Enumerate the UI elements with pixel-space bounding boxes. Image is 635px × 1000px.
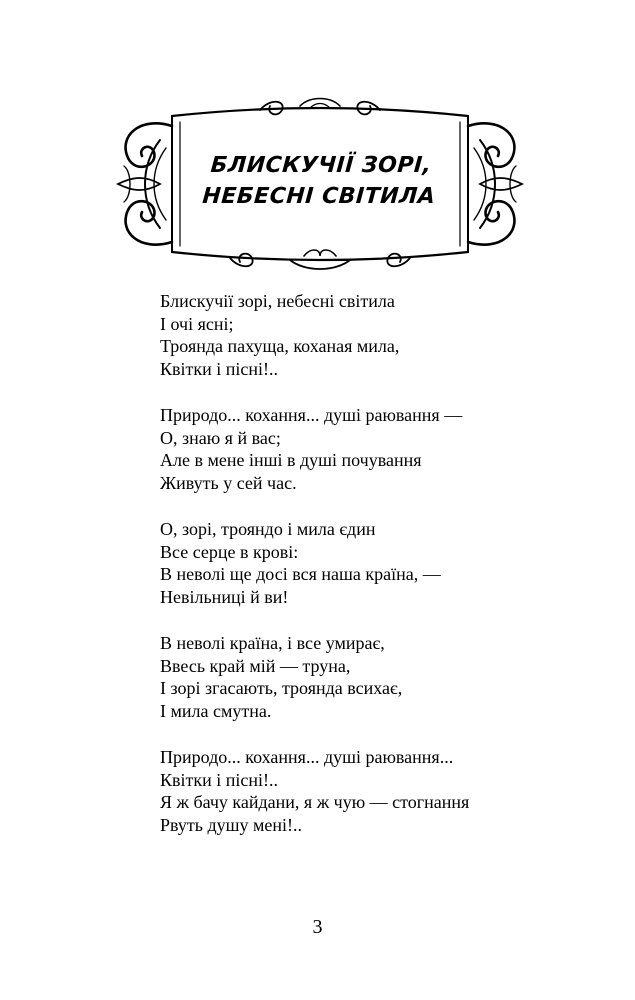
poem-line: Все серце в крові: — [160, 541, 299, 562]
poem-line: Рвуть душу мені!.. — [160, 814, 302, 835]
poem-line: В неволі ще досі вся наша країна, — — [160, 564, 441, 584]
poem-line: Але в мене інші в душі почування — [160, 450, 422, 470]
poem-line: Природо... кохання... душі раювання — — [160, 405, 463, 425]
poem-line: Ввесь край мій — труна, — [160, 655, 351, 676]
poem-line: І мила смутна. — [160, 700, 272, 721]
stanza — [160, 404, 560, 494]
poem-line: Троянда пахуща, коханая мила, — [160, 336, 400, 356]
stanza — [160, 632, 560, 722]
title-line-1: БЛИСКУЧІЇ ЗОРІ, — [209, 153, 433, 178]
poem-line: Квітки і пісні!.. — [160, 358, 279, 379]
poem-title — [183, 150, 457, 212]
stanza — [160, 290, 560, 380]
poem-line: Я ж бачу кайдани, я ж чую — стогнання — [160, 792, 470, 812]
poem-body — [160, 290, 560, 860]
poem-line: О, знаю я й вас; — [160, 427, 281, 448]
page-number: 3 — [312, 916, 323, 938]
poem-line: Живуть у сей час. — [160, 472, 297, 493]
poem-line: Блискучії зорі, небесні світила — [160, 291, 395, 311]
poem-line: О, зорі, трояндо і мила єдин — [160, 519, 376, 539]
poem-line: Невільниці й ви! — [160, 586, 289, 607]
title-line-2: НЕБЕСНІ СВІТИЛА — [201, 184, 437, 209]
poem-line: І очі ясні; — [160, 313, 234, 334]
poem-line: Квітки і пісні!.. — [160, 769, 279, 790]
poem-line: В неволі країна, і все умирає, — [160, 633, 385, 653]
poem-line: Природо... кохання... душі раювання... — [160, 747, 454, 767]
poem-line: І зорі згасають, троянда всихає, — [160, 678, 403, 698]
stanza — [160, 518, 560, 608]
stanza — [160, 746, 560, 836]
